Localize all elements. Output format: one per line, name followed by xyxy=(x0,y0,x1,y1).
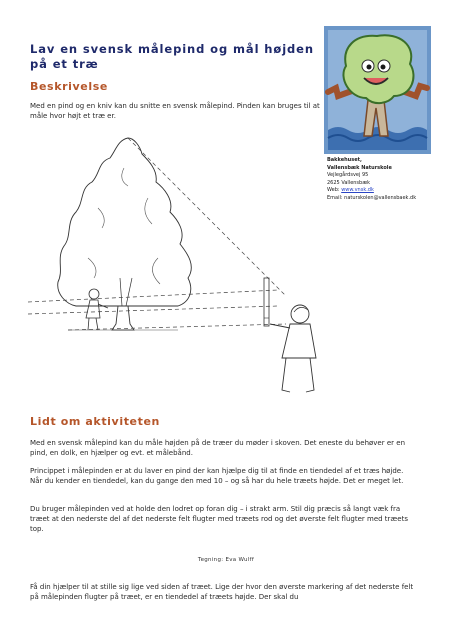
address-street: Vejlegårdsvej 95 xyxy=(327,172,369,178)
activity-paragraph-4: Få din hjælper til at stille sig lige ved siden af træet. Lige der hvor den øverste markering af det nederste felt på målepinden flugter på træet, er en tiendedel af træets højde. Der skal du xyxy=(30,583,414,601)
page-title: Lav en svensk målepind og mål højden på et træ xyxy=(30,42,314,71)
activity-paragraph-3: Du bruger målepinden ved at holde den lodret op foran dig – i strakt arm. Stil dig præcis så langt væk fra træet at den nederste del af det nederste felt flugter med træets rod og det øverste felt flugter med træets top. xyxy=(30,505,408,533)
email-label: Email: xyxy=(327,194,343,201)
illustration-credit: Tegning: Eva Wulff xyxy=(197,557,255,563)
school-address xyxy=(327,157,447,202)
activity-paragraph-1: Med en svensk målepind kan du måle højden på de træer du møder i skoven. Det eneste du behøver er en pind, en dolk, en hjælper og evt. et målebånd. xyxy=(30,439,405,457)
description-text: Med en pind og en kniv kan du snitte en svensk målepind. Pinden kan bruges til at måle hvor højt et træ er. xyxy=(30,102,320,120)
activity-heading: Lidt om aktiviteten xyxy=(30,415,160,428)
naturskole-logo xyxy=(324,26,431,154)
activity-paragraph-2: Princippet i målepinden er at du laver en pind der kan hjælpe dig til at finde en tiendedel af et træs højde. Når du kender en tiendedel, kan du gange den med 10 – og så har du hele træets højde. Det er meget let. xyxy=(30,467,404,485)
address-name: Bakkehuset, xyxy=(327,157,362,163)
description-heading: Beskrivelse xyxy=(30,80,108,93)
web-label: Web: xyxy=(327,187,340,193)
address-org: Vallensbæk Naturskole xyxy=(327,164,392,171)
measuring-illustration xyxy=(28,128,328,404)
email-address: naturskolen@vallensbaek.dk xyxy=(344,194,417,201)
web-link[interactable]: www.vnsk.dk xyxy=(341,187,374,193)
tree-mascot-icon xyxy=(324,26,431,154)
address-city: 2625 Vallensbæk xyxy=(327,179,371,186)
